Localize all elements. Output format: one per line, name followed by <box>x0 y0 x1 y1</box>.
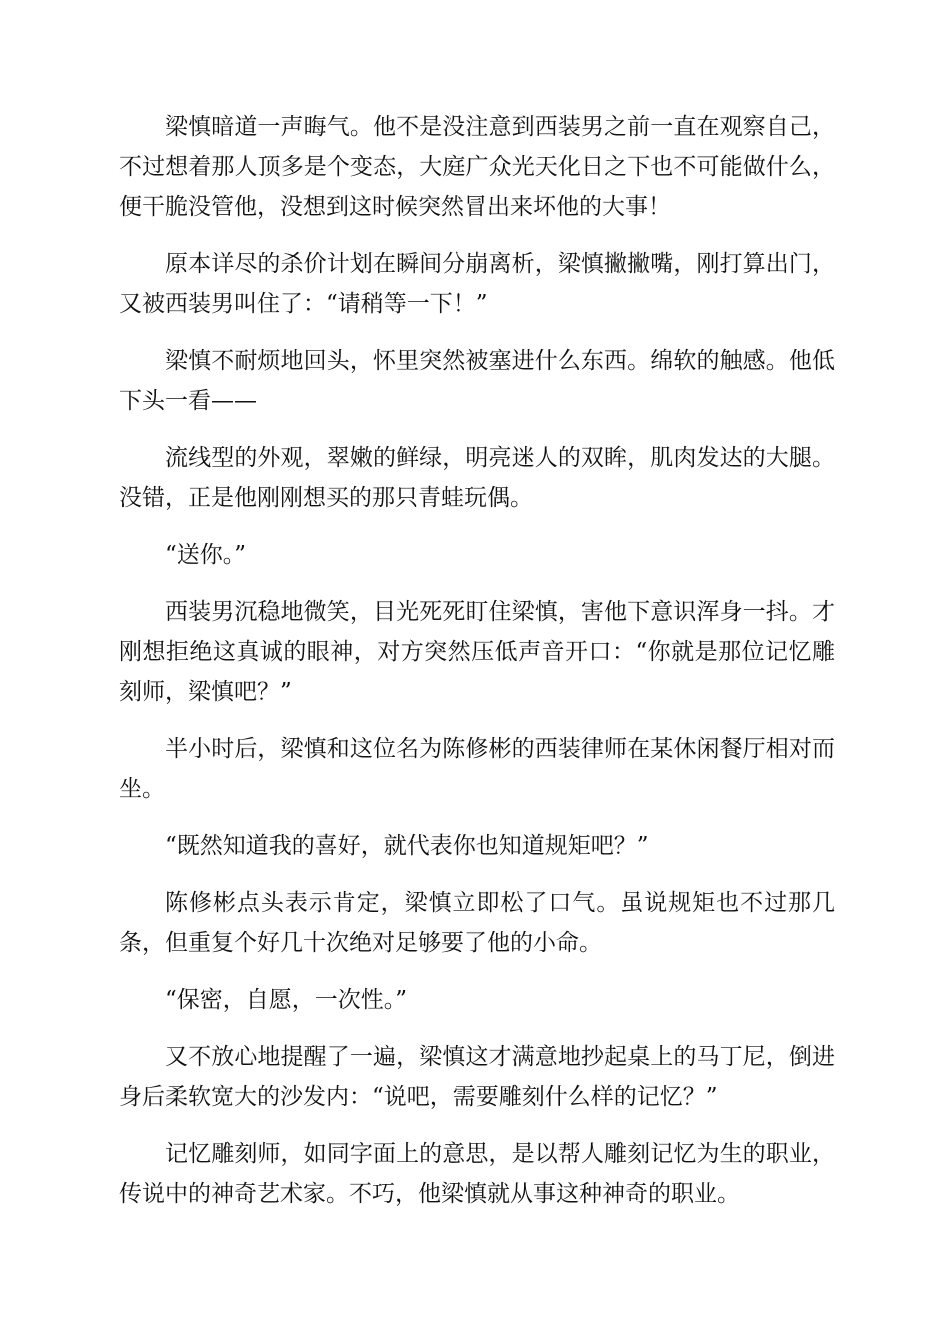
paragraph-12: 记忆雕刻师，如同字面上的意思，是以帮人雕刻记忆为生的职业，传说中的神奇艺术家。不巧，他梁慎就从事这种神奇的职业。 <box>119 1141 835 1207</box>
paragraph-7: 半小时后，梁慎和这位名为陈修彬的西装律师在某休闲餐厅相对而坐。 <box>119 736 835 802</box>
paragraph-9: 陈修彬点头表示肯定，梁慎立即松了口气。虽说规矩也不过那几条，但重复个好几十次绝对足够要了他的小命。 <box>119 890 835 956</box>
paragraph-4: 流线型的外观，翠嫩的鲜绿，明亮迷人的双眸，肌肉发达的大腿。没错，正是他刚刚想买的那只青蛙玩偶。 <box>119 445 835 511</box>
paragraph-6: 西装男沉稳地微笑，目光死死盯住梁慎，害他下意识浑身一抖。才刚想拒绝这真诚的眼神，对方突然压低声音开口：“你就是那位记忆雕刻师，梁慎吧？” <box>119 599 835 705</box>
paragraph-5: “送你。” <box>165 542 247 568</box>
document-body <box>119 107 835 1231</box>
paragraph-1: 梁慎暗道一声晦气。他不是没注意到西装男之前一直在观察自己，不过想着那人顶多是个变态，大庭广众光天化日之下也不可能做什么，便干脆没管他，没想到这时候突然冒出来坏他的大事！ <box>119 114 835 220</box>
paragraph-11: 又不放心地提醒了一遍，梁慎这才满意地抄起桌上的马丁尼，倒进身后柔软宽大的沙发内：“说吧，需要雕刻什么样的记忆？” <box>119 1044 835 1110</box>
paragraph-10: “保密，自愿，一次性。” <box>165 987 408 1013</box>
paragraph-2: 原本详尽的杀价计划在瞬间分崩离析，梁慎撇撇嘴，刚打算出门，又被西装男叫住了：“请稍等一下！” <box>119 251 835 317</box>
paragraph-8: “既然知道我的喜好，就代表你也知道规矩吧？” <box>165 833 649 859</box>
paragraph-3: 梁慎不耐烦地回头，怀里突然被塞进什么东西。绵软的触感。他低下头一看—— <box>119 348 835 414</box>
